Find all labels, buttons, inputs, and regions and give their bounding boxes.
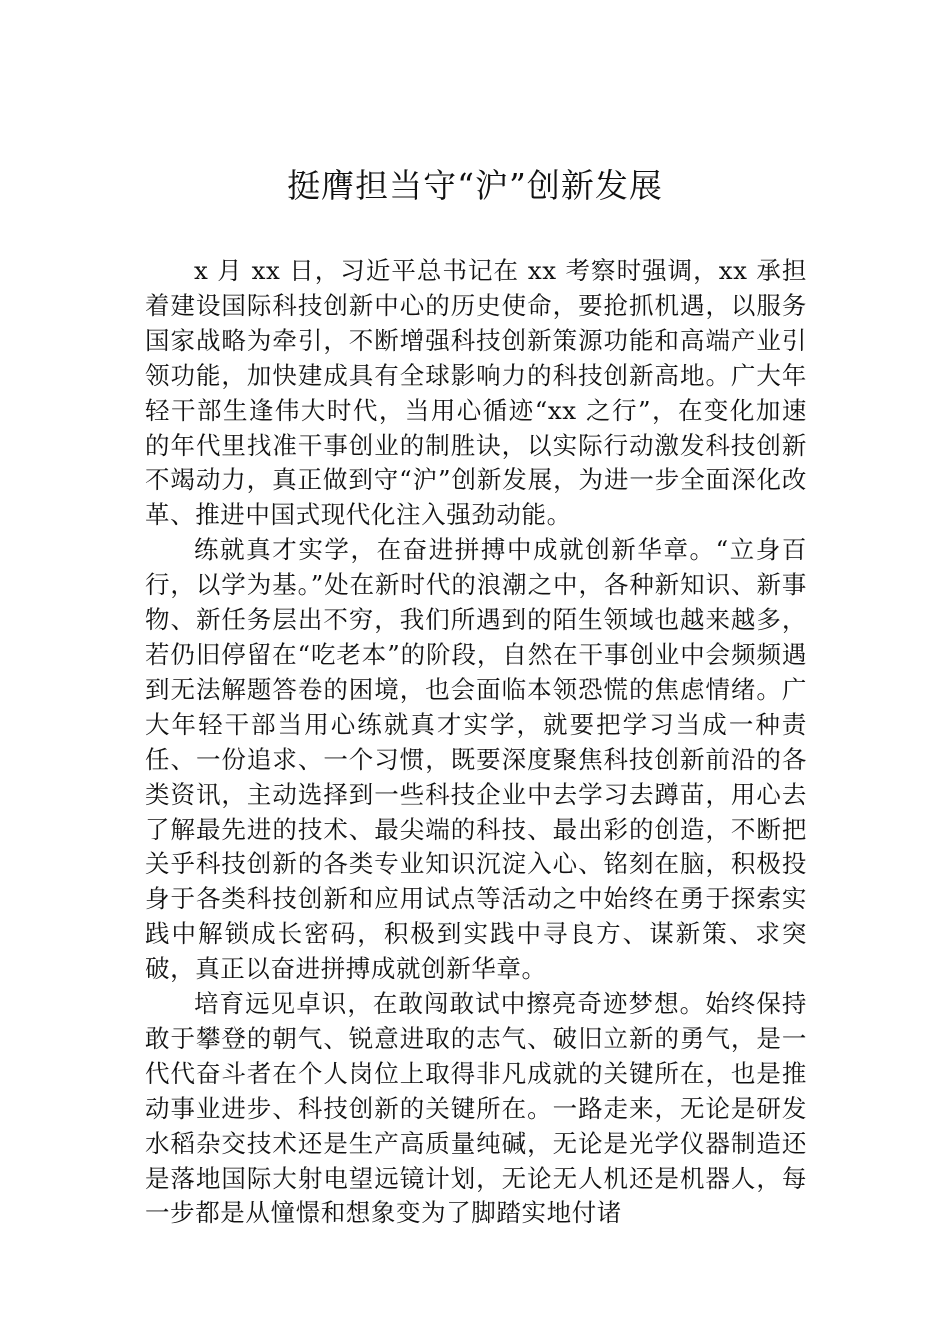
document-body (145, 254, 807, 1231)
paragraph-intro: x 月 xx 日，习近平总书记在 xx 考察时强调，xx 承担着建设国际科技创新中心的历史使命，要抢抓机遇，以服务国家战略为牵引，不断增强科技创新策源功能和高端产业引领功能，加快建成具有全球影响力的科技创新高地。广大年轻干部生逢伟大时代，当用心循迹“xx 之行”，在变化加速的年代里找准干事创业的制胜诀，以实际行动激发科技创新不竭动力，真正做到守“沪”创新发展，为进一步全面深化改革、推进中国式现代化注入强劲动能。 (145, 256, 807, 530)
document-title: 挺膺担当守“沪”创新发展 (287, 166, 663, 205)
paragraph-vision: 培育远见卓识，在敢闯敢试中擦亮奇迹梦想。始终保持敢于攀登的朝气、锐意进取的志气、破旧立新的勇气，是一代代奋斗者在个人岗位上取得非凡成就的关键所在，也是推动事业进步、科技创新的关键所在。一路走来，无论是研发水稻杂交技术还是生产高质量纯碱，无论是光学仪器制造还是落地国际大射电望远镜计划，无论无人机还是机器人，每一步都是从憧憬和想象变为了脚踏实地付诸 (145, 989, 807, 1228)
paragraph-study: 练就真才实学，在奋进拼搏中成就创新华章。“立身百行，以学为基。”处在新时代的浪潮之中，各种新知识、新事物、新任务层出不穷，我们所遇到的陌生领域也越来越多，若仍旧停留在“吃老本”的阶段，自然在干事创业中会频频遇到无法解题答卷的困境，也会面临本领恐慌的焦虑情绪。广大年轻干部当用心练就真才实学，就要把学习当成一种责任、一份追求、一个习惯，既要深度聚焦科技创新前沿的各类资讯，主动选择到一些科技企业中去学习去蹲苗，用心去了解最先进的技术、最尖端的科技、最出彩的创造，不断把关乎科技创新的各类专业知识沉淀入心、铭刻在脑，积极投身于各类科技创新和应用试点等活动之中始终在勇于探索实践中解锁成长密码，积极到实践中寻良方、谋新策、求突破，真正以奋进拼搏成就创新华章。 (145, 535, 807, 984)
